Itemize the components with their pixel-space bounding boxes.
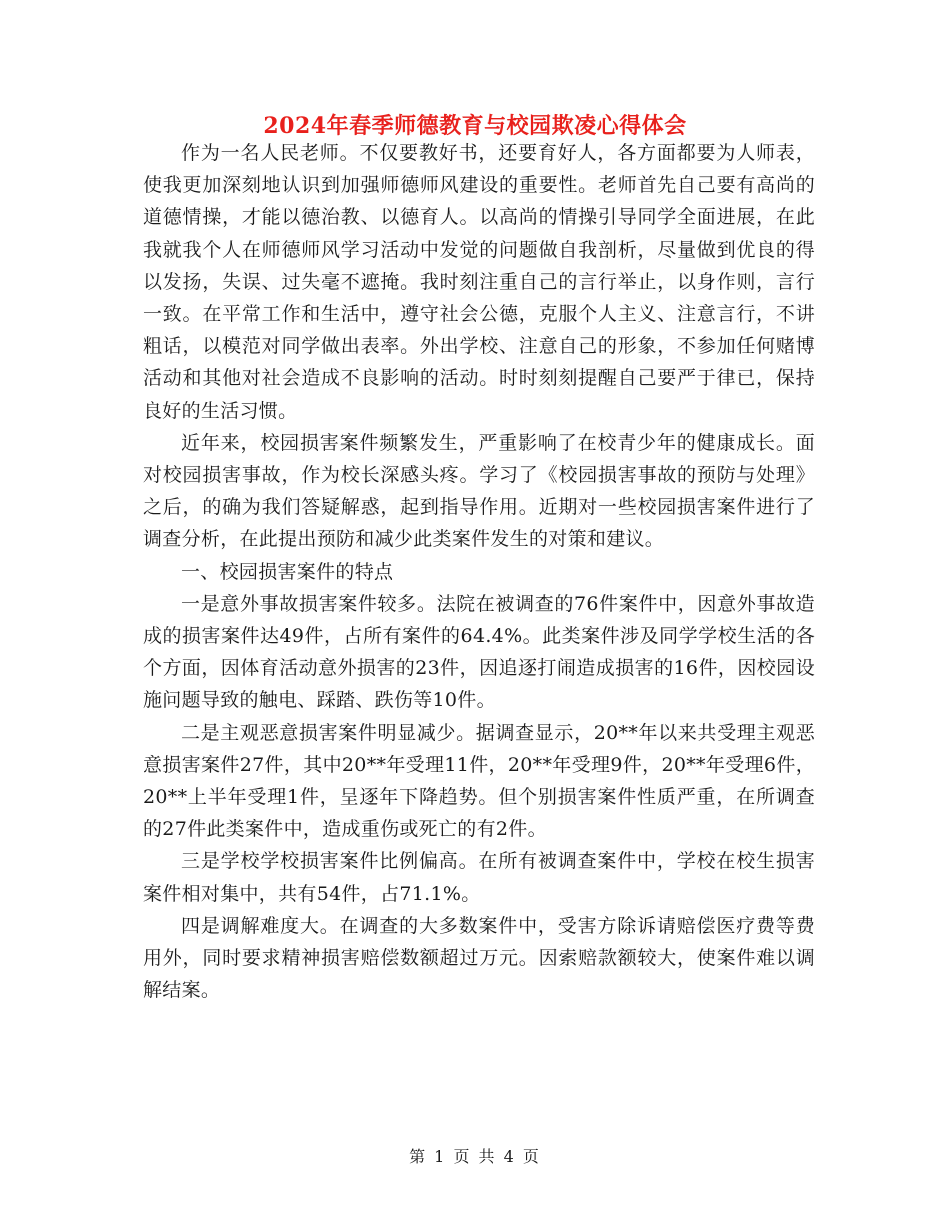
- section-heading-characteristics: 一、校园损害案件的特点: [181, 560, 394, 583]
- page-number-footer: 第 1 页 共 4 页: [409, 1147, 541, 1166]
- paragraph-point-three: 三是学校学校损害案件比例偏高。在所有被调查案件中，学校在校生损害案件相对集中，共有54件，占71.1%。: [143, 850, 815, 905]
- paragraph-point-one: 一是意外事故损害案件较多。法院在被调查的76件案件中，因意外事故造成的损害案件达49件，占所有案件的64.4%。此类案件涉及同学学校生活的各个方面，因体育活动意外损害的23件，因追逐打闹造成损害的16件，因校园设施问题导致的触电、踩踏、跌伤等10件。: [143, 592, 815, 712]
- paragraph-campus-injury-intro: 近年来，校园损害案件频繁发生，严重影响了在校青少年的健康成长。面对校园损害事故，作为校长深感头疼。学习了《校园损害事故的预防与处理》之后，的确为我们答疑解惑，起到指导作用。近期对一些校园损害案件进行了调查分析，在此提出预防和减少此类案件发生的对策和建议。: [143, 431, 815, 551]
- paragraph-point-two: 二是主观恶意损害案件明显减少。据调查显示，20**年以来共受理主观恶意损害案件27件，其中20**年受理11件，20**年受理9件，20**年受理6件，20**上半年受理1件，呈逐年下降趋势。但个别损害案件性质严重，在所调查的27件此类案件中，造成重伤或死亡的有2件。: [143, 721, 815, 841]
- paragraph-point-four: 四是调解难度大。在调查的大多数案件中，受害方除诉请赔偿医疗费等费用外，同时要求精神损害赔偿数额超过万元。因索赔款额较大，使案件难以调解结案。: [143, 914, 815, 1002]
- document-title: 2024年春季师德教育与校园欺凌心得体会: [263, 113, 687, 139]
- document-body: [143, 137, 815, 1006]
- paragraph-teacher-ethics: 作为一名人民老师。不仅要教好书，还要育好人，各方面都要为人师表，使我更加深刻地认识到加强师德师风建设的重要性。老师首先自己要有高尚的道德情操，才能以德治教、以德育人。以高尚的情操引导同学全面进展，在此我就我个人在师德师风学习活动中发觉的问题做自我剖析，尽量做到优良的得以发扬，失误、过失毫不遮掩。我时刻注重自己的言行举止，以身作则，言行一致。在平常工作和生活中，遵守社会公德，克服个人主义、注意言行，不讲粗话，以模范对同学做出表率。外出学校、注意自己的形象，不参加任何赌博活动和其他对社会造成不良影响的活动。时时刻刻提醒自己要严于律已，保持良好的生活习惯。: [143, 142, 815, 422]
